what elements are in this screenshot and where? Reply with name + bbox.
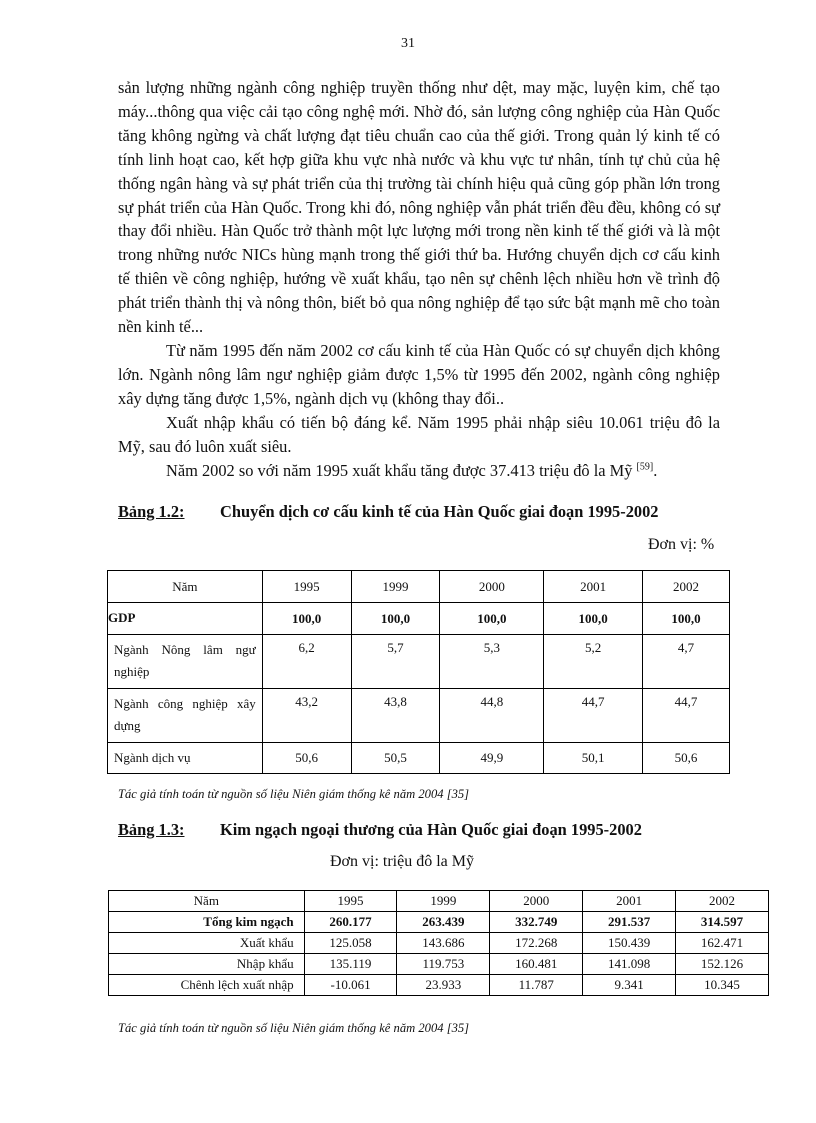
paragraph: Năm 2002 so với năm 1995 xuất khẩu tăng được 37.413 triệu đô la Mỹ [59]. xyxy=(166,460,658,480)
table1-source: Tác giả tính toán từ nguồn số liệu Niên giám thống kê năm 2004 [35] xyxy=(118,787,470,801)
table-cell: Năm xyxy=(109,891,305,912)
table2-title-text: Kim ngạch ngoại thương của Hàn Quốc giai đoạn 1995-2002 xyxy=(220,820,642,839)
table-header-row xyxy=(109,891,769,912)
table-cell: 2000 xyxy=(440,571,544,603)
table2-source: Tác giả tính toán từ nguồn số liệu Niên giám thống kê năm 2004 [35] xyxy=(118,1021,470,1035)
table-cell: 2001 xyxy=(583,891,676,912)
table-cell: 100,0 xyxy=(262,603,351,635)
table-cell: 5,2 xyxy=(544,635,643,689)
table-row xyxy=(109,954,769,975)
table-cell: 1995 xyxy=(262,571,351,603)
table-cell: Xuất khẩu xyxy=(109,933,305,954)
table-cell: 2000 xyxy=(490,891,583,912)
table-cell: 1995 xyxy=(304,891,397,912)
table-cell: 9.341 xyxy=(583,975,676,996)
table-row xyxy=(109,975,769,996)
table-cell: 5,7 xyxy=(351,635,440,689)
table1-label: Bảng 1.2: xyxy=(118,502,185,521)
table-cell: Chênh lệch xuất nhập xyxy=(109,975,305,996)
table-row xyxy=(109,912,769,933)
table-cell: 50,6 xyxy=(262,743,351,774)
table-cell: Ngành công nghiệp xây dựng xyxy=(108,689,263,743)
table-cell: 332.749 xyxy=(490,912,583,933)
table-cell: 11.787 xyxy=(490,975,583,996)
table-row xyxy=(108,689,730,743)
table-cell: 119.753 xyxy=(397,954,490,975)
table-cell: 152.126 xyxy=(676,954,769,975)
table-cell: 291.537 xyxy=(583,912,676,933)
table2 xyxy=(108,890,769,996)
table-cell: 260.177 xyxy=(304,912,397,933)
table-cell: 10.345 xyxy=(676,975,769,996)
table-cell: 143.686 xyxy=(397,933,490,954)
table-cell: 125.058 xyxy=(304,933,397,954)
table-cell: Nhập khẩu xyxy=(109,954,305,975)
table-cell: 44,7 xyxy=(643,689,730,743)
paragraph: Xuất nhập khẩu có tiến bộ đáng kể. Năm 1995 phải nhập siêu 10.061 triệu đô la Mỹ, sau đó luôn xuất siêu. xyxy=(118,412,720,456)
table-cell: Ngành Nông lâm ngư nghiệp xyxy=(108,635,263,689)
table-cell: 50,1 xyxy=(544,743,643,774)
table-cell: 135.119 xyxy=(304,954,397,975)
table-cell: 23.933 xyxy=(397,975,490,996)
table-cell: 100,0 xyxy=(544,603,643,635)
table-cell: Năm xyxy=(108,571,263,603)
table-cell: 162.471 xyxy=(676,933,769,954)
table-row xyxy=(108,635,730,689)
table-cell: 1999 xyxy=(351,571,440,603)
table-cell: 100,0 xyxy=(351,603,440,635)
paragraph: Từ năm 1995 đến năm 2002 cơ cấu kinh tế của Hàn Quốc có sự chuyển dịch không lớn. Ngành nông lâm ngư nghiệp giảm được 1,5% từ 1995 đến 2002, ngành công nghiệp xây dựng tăng được 1,5%, ngành dịch vụ (không thay đổi.. xyxy=(118,340,720,408)
table-cell: 172.268 xyxy=(490,933,583,954)
table2-unit: Đơn vị: triệu đô la Mỹ xyxy=(330,853,474,870)
body-text xyxy=(118,76,720,482)
table-cell: 141.098 xyxy=(583,954,676,975)
table-cell: 100,0 xyxy=(643,603,730,635)
table1-unit: Đơn vị: % xyxy=(648,536,715,553)
table2-title xyxy=(118,820,642,840)
table-cell: 2002 xyxy=(643,571,730,603)
table-cell: Tổng kim ngạch xyxy=(109,912,305,933)
paragraph: sản lượng những ngành công nghiệp truyền thống như dệt, may mặc, luyện kim, chế tạo máy...thông qua việc cải tạo công nghệ mới. Nhờ đó, sản lượng công nghiệp của Hàn Quốc tăng không ngừng và chất lượng đạt tiêu chuẩn cao của thế giới. Trong quản lý kinh tế có tính linh hoạt cao, kết hợp giữa khu vực nhà nước và khu vực tư nhân, tính tự chủ của hệ thống ngân hàng và sự phát triển của thị trường tài chính hiệu quả cũng góp phần lớn trong sự phát triển của Hàn Quốc. Trong khi đó, nông nghiệp vẫn phát triển đều đều, không có sự thay đổi nhiều. Hàn Quốc trở thành một lực lượng mới trong nền kinh tế thế giới và là một trong những nước NICs hùng mạnh trong thế giới thứ ba. Hướng chuyển dịch cơ cấu kinh tế thiên về công nghiệp, hướng về xuất khẩu, tạo nên sự chênh lệch nhiều hơn về trình độ phát triển thành thị và nông thôn, biết bỏ qua nông nghiệp để tạo sức bật mạnh mẽ cho toàn nền kinh tế... xyxy=(118,78,720,337)
table1-title-text: Chuyển dịch cơ cấu kinh tế của Hàn Quốc giai đoạn 1995-2002 xyxy=(220,502,659,521)
table-cell: 2002 xyxy=(676,891,769,912)
table-cell: 50,6 xyxy=(643,743,730,774)
table-cell: 44,8 xyxy=(440,689,544,743)
table-cell: 44,7 xyxy=(544,689,643,743)
table1 xyxy=(107,570,730,774)
table-cell: 314.597 xyxy=(676,912,769,933)
table-cell: 1999 xyxy=(397,891,490,912)
table-cell: 50,5 xyxy=(351,743,440,774)
table-cell: 263.439 xyxy=(397,912,490,933)
table-cell: 5,3 xyxy=(440,635,544,689)
table-cell: -10.061 xyxy=(304,975,397,996)
table-cell: 4,7 xyxy=(643,635,730,689)
table-cell: 6,2 xyxy=(262,635,351,689)
table1-title xyxy=(118,502,658,522)
table-cell: 49,9 xyxy=(440,743,544,774)
table-cell: 2001 xyxy=(544,571,643,603)
paragraph-text: Năm 2002 so với năm 1995 xuất khẩu tăng được 37.413 triệu đô la Mỹ xyxy=(166,460,633,480)
table-cell: 43,2 xyxy=(262,689,351,743)
table-cell: 100,0 xyxy=(440,603,544,635)
table-header-row xyxy=(108,571,730,603)
page-number: 31 xyxy=(401,36,415,51)
table2-label: Bảng 1.3: xyxy=(118,820,185,839)
citation: [59] xyxy=(636,461,654,473)
table-cell: Ngành dịch vụ xyxy=(108,743,263,774)
table-cell: 160.481 xyxy=(490,954,583,975)
table-row xyxy=(108,603,730,635)
table-cell: 43,8 xyxy=(351,689,440,743)
table-cell: 150.439 xyxy=(583,933,676,954)
table-row xyxy=(108,743,730,774)
table-cell: GDP xyxy=(108,603,263,635)
table-row xyxy=(109,933,769,954)
